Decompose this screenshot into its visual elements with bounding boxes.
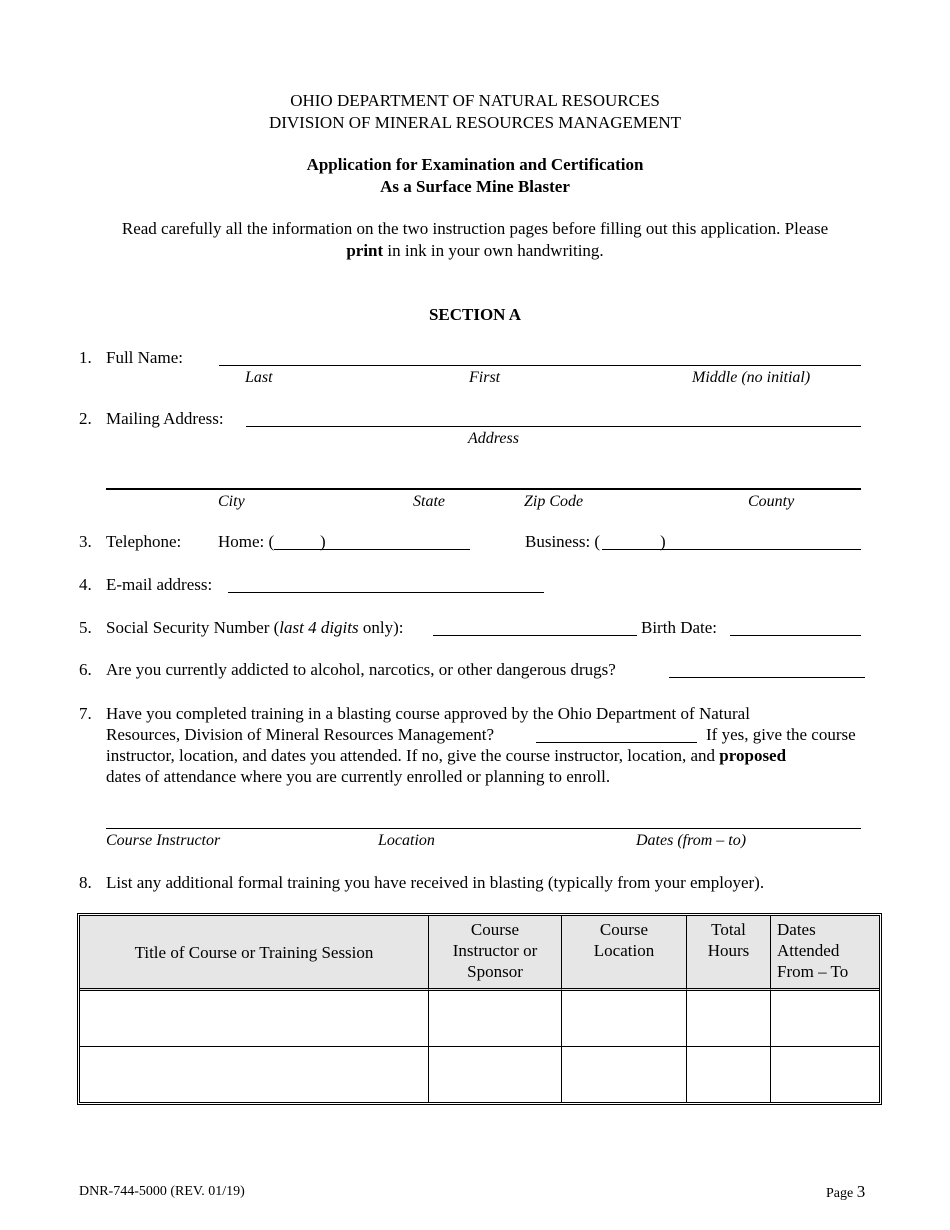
- ssn-field[interactable]: [433, 635, 637, 636]
- training-table: [77, 913, 882, 1105]
- caption-state: State: [413, 493, 445, 510]
- caption-location: Location: [378, 832, 435, 849]
- q3-number: 3.: [79, 532, 92, 551]
- caption-address: Address: [468, 430, 519, 447]
- header-course-location-l2: Location: [593, 941, 655, 960]
- table-cell[interactable]: [771, 991, 879, 1047]
- page-indicator: [826, 1182, 865, 1202]
- table-header-row: [80, 916, 879, 991]
- business-paren-close: ): [660, 532, 666, 551]
- header-total-hours-l2: Hours: [707, 941, 750, 960]
- header-course-title: Title of Course or Training Session: [80, 916, 429, 991]
- q8-number: 8.: [79, 873, 92, 892]
- division-name: DIVISION OF MINERAL RESOURCES MANAGEMENT: [268, 113, 682, 132]
- table-cell[interactable]: [429, 1047, 562, 1102]
- table-row: [80, 991, 879, 1047]
- header-dates-attended-l2: Attended: [777, 941, 840, 960]
- q5-label: [106, 618, 403, 638]
- caption-dates: Dates (from – to): [636, 832, 747, 849]
- q7-line-1: Have you completed training in a blasting course approved by the Ohio Department of Natural: [106, 704, 750, 723]
- q5-number: 5.: [79, 618, 92, 637]
- caption-city: City: [218, 493, 245, 510]
- birth-date-label: Birth Date:: [641, 618, 718, 637]
- business-phone-field[interactable]: [602, 549, 861, 550]
- header-dates-attended-l3: From – To: [777, 962, 849, 981]
- caption-course-instructor: Course Instructor: [106, 832, 221, 849]
- q8-label: List any additional formal training you have received in blasting (typically from your employer).: [106, 873, 765, 892]
- q2-number: 2.: [79, 409, 92, 428]
- header-course-location: [562, 916, 687, 991]
- q7-line-2a: Resources, Division of Mineral Resources Management?: [106, 725, 495, 744]
- table-cell[interactable]: [687, 1047, 771, 1102]
- header-total-hours: [687, 916, 771, 991]
- q3-label: Telephone:: [106, 532, 182, 551]
- table-cell[interactable]: [687, 991, 771, 1047]
- home-phone-label: Home: (: [218, 532, 275, 551]
- business-phone-label: Business: (: [525, 532, 601, 551]
- section-title: SECTION A: [428, 305, 522, 324]
- form-id: DNR-744-5000 (REV. 01/19): [79, 1184, 245, 1199]
- instructions-line-1: Read carefully all the information on the two instruction pages before filling out this application. Please: [121, 219, 829, 238]
- full-name-field[interactable]: [219, 365, 861, 366]
- table-cell[interactable]: [80, 1047, 429, 1102]
- birth-date-field[interactable]: [730, 635, 861, 636]
- q5-label-a: Social Security Number (: [106, 618, 280, 637]
- table-cell[interactable]: [562, 1047, 687, 1102]
- form-title: Application for Examination and Certification: [306, 155, 644, 174]
- addiction-answer-field[interactable]: [669, 677, 865, 678]
- caption-first: First: [469, 369, 501, 386]
- table-row: [80, 1047, 879, 1102]
- q4-number: 4.: [79, 575, 92, 594]
- caption-county: County: [748, 493, 795, 510]
- q7-line-4: dates of attendance where you are currently enrolled or planning to enroll.: [106, 767, 611, 786]
- agency-name: OHIO DEPARTMENT OF NATURAL RESOURCES: [290, 91, 660, 110]
- table-cell[interactable]: [562, 991, 687, 1047]
- instructions-rest: in ink in your own handwriting.: [383, 241, 604, 260]
- caption-zip: Zip Code: [524, 493, 584, 510]
- q7-line-3: [106, 746, 786, 766]
- q2-label: Mailing Address:: [106, 409, 224, 428]
- caption-last: Last: [245, 369, 273, 386]
- table-cell[interactable]: [429, 991, 562, 1047]
- q5-label-italic: last 4 digits: [279, 618, 359, 637]
- city-state-zip-field[interactable]: [106, 488, 861, 490]
- form-subtitle: As a Surface Mine Blaster: [380, 177, 570, 196]
- training-completed-field[interactable]: [536, 742, 697, 743]
- table-cell[interactable]: [771, 1047, 879, 1102]
- header-dates-attended-l1: Dates: [777, 920, 816, 939]
- q4-label: E-mail address:: [106, 575, 213, 594]
- email-field[interactable]: [228, 592, 544, 593]
- q7-line-2b: If yes, give the course: [706, 725, 856, 744]
- home-paren-close: ): [320, 532, 326, 551]
- mailing-address-field[interactable]: [246, 426, 861, 427]
- instructions-bold-word: print: [346, 241, 384, 260]
- q7-line-3a: instructor, location, and dates you attended. If no, give the course instructor, location, and: [106, 746, 720, 765]
- q7-number: 7.: [79, 704, 92, 723]
- q6-label: Are you currently addicted to alcohol, narcotics, or other dangerous drugs?: [106, 660, 616, 679]
- q6-number: 6.: [79, 660, 92, 679]
- q7-bold-proposed: proposed: [719, 746, 787, 765]
- page-label: Page: [826, 1186, 854, 1201]
- q1-number: 1.: [79, 348, 92, 367]
- header-total-hours-l1: Total: [711, 920, 746, 939]
- header-course-instructor-l1: Course: [470, 920, 520, 939]
- header-course-location-l1: Course: [599, 920, 649, 939]
- header-course-instructor: [429, 916, 562, 991]
- q1-label: Full Name:: [106, 348, 183, 367]
- header-dates-attended: [771, 916, 879, 991]
- header-course-instructor-l2: Instructor or: [452, 941, 538, 960]
- header-course-instructor-l3: Sponsor: [467, 962, 523, 981]
- q5-label-b: only):: [358, 618, 404, 637]
- course-details-field[interactable]: [106, 828, 861, 829]
- home-phone-field[interactable]: [274, 549, 470, 550]
- page-number: 3: [856, 1182, 866, 1201]
- caption-middle: Middle (no initial): [692, 369, 811, 386]
- table-cell[interactable]: [80, 991, 429, 1047]
- instructions-line-2: [0, 241, 950, 261]
